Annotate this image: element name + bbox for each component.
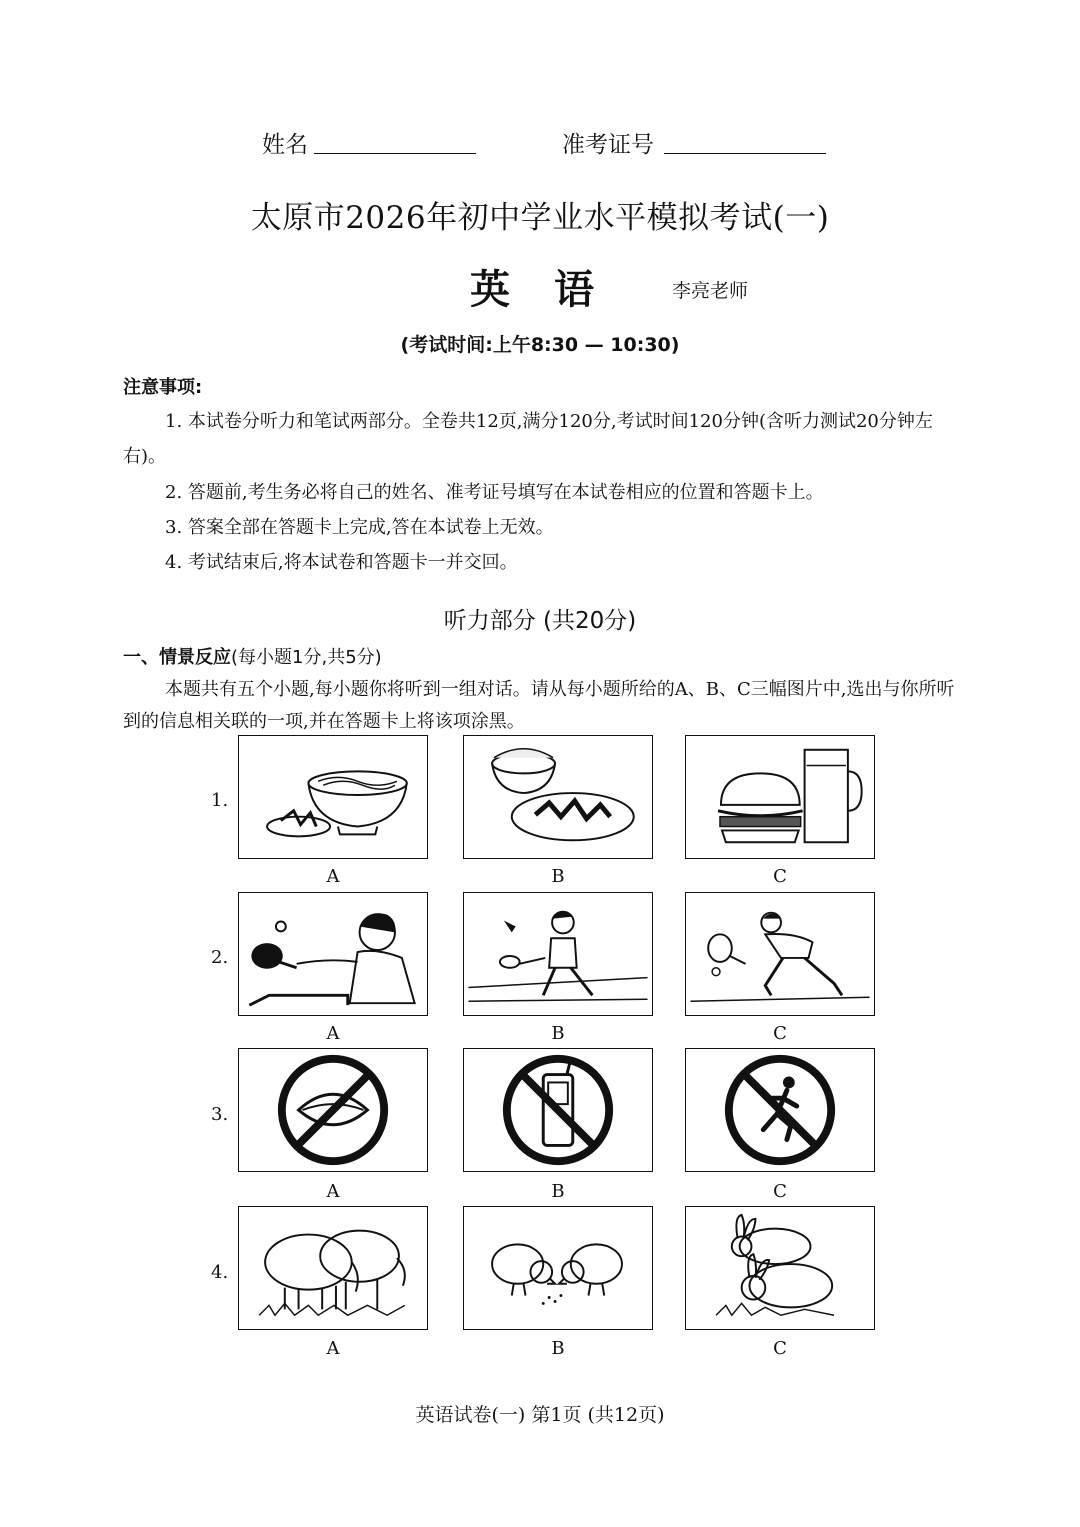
q4-option-b-label: B — [551, 1338, 565, 1359]
no-phone-icon — [464, 1049, 652, 1171]
q3-option-a-picture[interactable] — [238, 1048, 428, 1172]
badminton-icon — [464, 893, 652, 1015]
part-one-score: (每小题1分,共5分) — [231, 647, 382, 668]
q1-option-c-picture[interactable] — [685, 735, 875, 859]
noodles-icon — [239, 736, 427, 858]
no-running-icon — [686, 1049, 874, 1171]
exam-id-label: 准考证号 — [562, 132, 654, 158]
q2-option-c-label: C — [773, 1023, 787, 1044]
q3-option-a-label: A — [326, 1181, 340, 1202]
question-number-4: 4. — [211, 1262, 229, 1283]
q4-option-a-picture[interactable] — [238, 1206, 428, 1330]
page-footer: 英语试卷(一) 第1页 (共12页) — [415, 1404, 665, 1426]
question-number-2: 2. — [211, 947, 229, 968]
rice-and-dish-icon — [464, 736, 652, 858]
notice-item-3: 3. 答案全部在答题卡上完成,答在本试卷上无效。 — [165, 517, 554, 538]
q2-option-a-picture[interactable] — [238, 892, 428, 1016]
q1-option-a-label: A — [326, 866, 340, 887]
listening-section-title: 听力部分 (共20分) — [443, 608, 637, 634]
notice-title: 注意事项: — [123, 377, 203, 398]
q4-option-b-picture[interactable] — [463, 1206, 653, 1330]
exam-time: (考试时间:上午8:30 — 10:30) — [400, 334, 680, 356]
notice-item-1: 1. 本试卷分听力和笔试两部分。全卷共12页,满分120分,考试时间120分钟(含听力测试20分钟左右)。 — [123, 411, 933, 467]
burger-and-juice-icon — [686, 736, 874, 858]
no-eating-icon — [239, 1049, 427, 1171]
rabbits-icon — [686, 1207, 874, 1329]
q1-option-c-label: C — [773, 866, 787, 887]
q3-option-b-picture[interactable] — [463, 1048, 653, 1172]
exam-title: 太原市2026年初中学业水平模拟考试(一) — [250, 200, 830, 236]
q4-option-c-label: C — [773, 1338, 787, 1359]
q1-option-a-picture[interactable] — [238, 735, 428, 859]
q4-option-c-picture[interactable] — [685, 1206, 875, 1330]
name-label: 姓名 — [262, 132, 308, 158]
q1-option-b-picture[interactable] — [463, 735, 653, 859]
q2-option-b-picture[interactable] — [463, 892, 653, 1016]
teacher-name: 李亮老师 — [672, 280, 749, 302]
q3-option-b-label: B — [551, 1181, 565, 1202]
tennis-icon — [686, 893, 874, 1015]
part-one-name: 一、情景反应 — [123, 647, 231, 668]
exam-id-blank[interactable] — [664, 153, 826, 154]
ping-pong-icon — [239, 893, 427, 1015]
q2-option-a-label: A — [326, 1023, 340, 1044]
q1-option-b-label: B — [551, 866, 565, 887]
notice-item-2: 2. 答题前,考生务必将自己的姓名、准考证号填写在本试卷相应的位置和答题卡上。 — [165, 482, 824, 503]
question-number-3: 3. — [211, 1104, 229, 1125]
sheep-icon — [239, 1207, 427, 1329]
q2-option-c-picture[interactable] — [685, 892, 875, 1016]
subject-title: 英语 — [470, 267, 638, 313]
q4-option-a-label: A — [326, 1338, 340, 1359]
part-one-instructions: 本题共有五个小题,每小题你将听到一组对话。请从每小题所给的A、B、C三幅图片中,选出与你所听到的信息相关联的一项,并在答题卡上将该项涂黑。 — [123, 679, 955, 732]
part-one-title — [123, 643, 382, 669]
question-number-1: 1. — [211, 790, 229, 811]
notice-item-4: 4. 考试结束后,将本试卷和答题卡一并交回。 — [165, 552, 518, 573]
q3-option-c-picture[interactable] — [685, 1048, 875, 1172]
chicks-icon — [464, 1207, 652, 1329]
candidate-info-row — [0, 122, 1080, 162]
q3-option-c-label: C — [773, 1181, 787, 1202]
name-blank[interactable] — [314, 153, 476, 154]
q2-option-b-label: B — [551, 1023, 565, 1044]
